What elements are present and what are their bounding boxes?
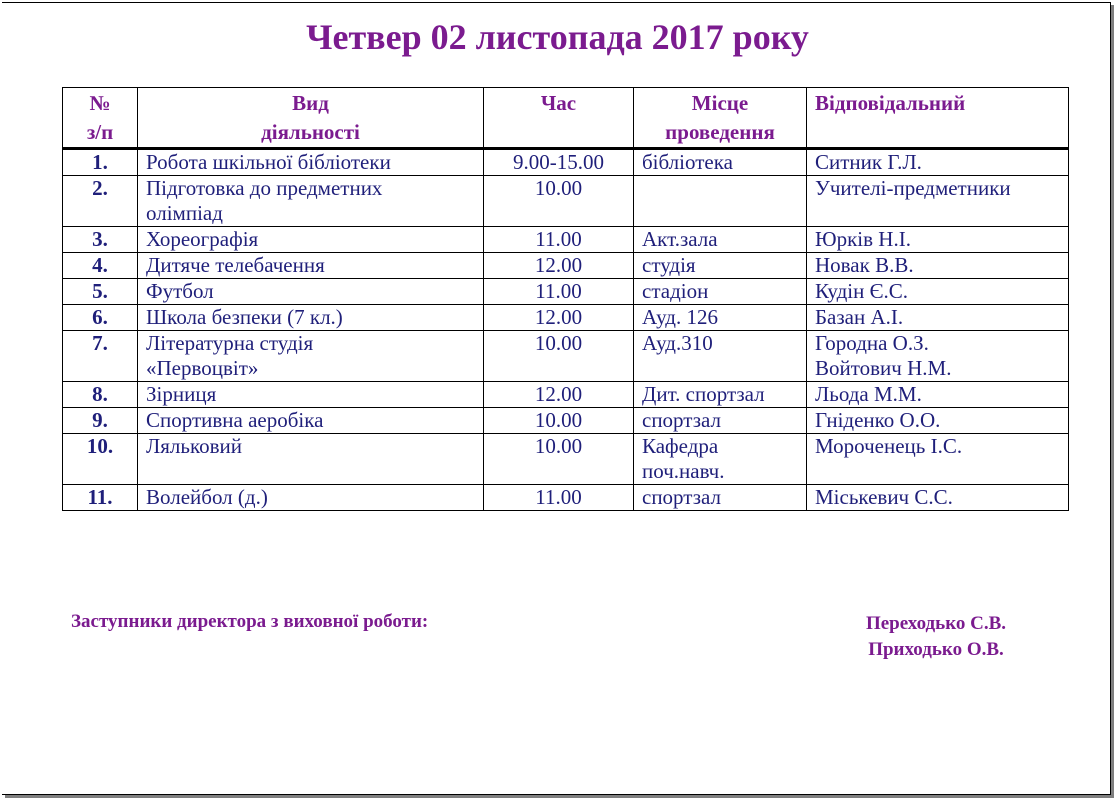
row-number: 9. — [63, 408, 138, 434]
table-row — [63, 408, 1069, 434]
row-time: 9.00-15.00 — [484, 149, 634, 176]
header-num-line: з/п — [86, 120, 114, 144]
row-place — [634, 382, 807, 408]
row-responsible — [807, 305, 1069, 331]
page-title: Четвер 02 листопада 2017 року — [306, 17, 809, 57]
header-num-line: № — [89, 91, 111, 115]
responsible-line: Ситник Г.Л. — [815, 150, 922, 174]
responsible-line: Льода М.М. — [815, 382, 922, 406]
responsible-line: Юрків Н.І. — [815, 227, 911, 251]
row-activity — [138, 305, 484, 331]
row-time: 12.00 — [484, 382, 634, 408]
row-place — [634, 408, 807, 434]
row-responsible — [807, 434, 1069, 485]
row-time: 10.00 — [484, 331, 634, 382]
row-number: 11. — [63, 485, 138, 511]
responsible-line: Кудін Є.С. — [815, 279, 908, 303]
activity-line: Спортивна аеробіка — [146, 408, 324, 432]
header-place-line: Місце — [691, 91, 749, 115]
table-row — [63, 382, 1069, 408]
header-place-line: проведення — [665, 120, 775, 144]
header-responsible-line: Відповідальний — [815, 91, 966, 115]
row-place — [634, 331, 807, 382]
responsible-line: Міськевич С.С. — [815, 485, 953, 509]
header-num — [63, 88, 138, 149]
header-time — [484, 88, 634, 149]
header-time-line: Час — [540, 91, 577, 115]
row-number: 5. — [63, 279, 138, 305]
row-number: 1. — [63, 149, 138, 176]
table-header-row — [63, 88, 1069, 149]
row-activity — [138, 408, 484, 434]
table-row — [63, 279, 1069, 305]
row-number: 8. — [63, 382, 138, 408]
row-time: 11.00 — [484, 227, 634, 253]
row-time: 10.00 — [484, 176, 634, 227]
activity-line: Підготовка до предметних — [146, 176, 383, 200]
activity-line: Зірниця — [146, 382, 217, 406]
header-activity — [138, 88, 484, 149]
activity-line: Літературна студія — [146, 331, 314, 355]
place-line: спортзал — [642, 408, 721, 432]
header-activity-line: Вид — [292, 91, 329, 115]
row-place — [634, 253, 807, 279]
responsible-line: Гніденко О.О. — [815, 408, 941, 432]
row-responsible — [807, 176, 1069, 227]
row-number: 10. — [63, 434, 138, 485]
schedule-table — [62, 87, 1069, 511]
table-row — [63, 434, 1069, 485]
responsible-line: Базан А.І. — [815, 305, 904, 329]
table-row — [63, 253, 1069, 279]
place-line: поч.навч. — [642, 459, 725, 483]
footer-label: Заступники директора з виховної роботи: — [71, 611, 429, 632]
table-row — [63, 176, 1069, 227]
row-activity — [138, 279, 484, 305]
place-line: Ауд.310 — [642, 331, 713, 355]
activity-line: «Первоцвіт» — [146, 356, 259, 380]
table-row — [63, 485, 1069, 511]
header-responsible — [807, 88, 1069, 149]
activity-line: олімпіад — [146, 201, 223, 225]
place-line: студія — [642, 253, 696, 277]
table-row — [63, 227, 1069, 253]
activity-line: Дитяче телебачення — [146, 253, 325, 277]
table-row — [63, 305, 1069, 331]
activity-line: Ляльковий — [146, 434, 242, 458]
place-line: спортзал — [642, 485, 721, 509]
row-place — [634, 434, 807, 485]
footer-signatories — [846, 611, 1026, 663]
row-responsible — [807, 408, 1069, 434]
row-number: 7. — [63, 331, 138, 382]
row-activity — [138, 227, 484, 253]
responsible-line: Войтович Н.М. — [815, 356, 952, 380]
row-activity — [138, 434, 484, 485]
row-place — [634, 279, 807, 305]
activity-line: Хореографія — [146, 227, 259, 251]
place-line: стадіон — [642, 279, 709, 303]
row-number: 4. — [63, 253, 138, 279]
row-activity — [138, 149, 484, 176]
row-number: 2. — [63, 176, 138, 227]
place-line: бібліотека — [642, 150, 733, 174]
row-activity — [138, 382, 484, 408]
activity-line: Робота шкільної бібліотеки — [146, 150, 391, 174]
table-row — [63, 331, 1069, 382]
row-number: 6. — [63, 305, 138, 331]
row-responsible — [807, 227, 1069, 253]
table-row — [63, 149, 1069, 176]
signatory-name: Приходько О.В. — [868, 639, 1004, 660]
header-activity-line: діяльності — [261, 120, 360, 144]
place-line: Ауд. 126 — [642, 305, 718, 329]
place-line: Акт.зала — [642, 227, 718, 251]
activity-line: Волейбол (д.) — [146, 485, 268, 509]
row-time: 11.00 — [484, 485, 634, 511]
row-responsible — [807, 331, 1069, 382]
row-responsible — [807, 279, 1069, 305]
responsible-line: Городна О.З. — [815, 331, 929, 355]
row-responsible — [807, 253, 1069, 279]
activity-line: Футбол — [146, 279, 214, 303]
responsible-line: Новак В.В. — [815, 253, 914, 277]
row-place — [634, 176, 807, 227]
header-place — [634, 88, 807, 149]
row-time: 12.00 — [484, 253, 634, 279]
row-place — [634, 305, 807, 331]
row-responsible — [807, 149, 1069, 176]
activity-line: Школа безпеки (7 кл.) — [146, 305, 343, 329]
row-place — [634, 149, 807, 176]
responsible-line: Мороченець І.С. — [815, 434, 963, 458]
row-activity — [138, 485, 484, 511]
signatory-name: Переходько С.В. — [865, 613, 1007, 634]
row-time: 11.00 — [484, 279, 634, 305]
row-activity — [138, 253, 484, 279]
place-line: Кафедра — [642, 434, 719, 458]
place-line: Дит. спортзал — [642, 382, 765, 406]
row-place — [634, 485, 807, 511]
row-time: 10.00 — [484, 408, 634, 434]
schedule-body — [63, 149, 1069, 511]
row-place — [634, 227, 807, 253]
row-responsible — [807, 485, 1069, 511]
row-time: 12.00 — [484, 305, 634, 331]
responsible-line: Учителі-предметники — [815, 176, 1011, 200]
row-number: 3. — [63, 227, 138, 253]
row-responsible — [807, 382, 1069, 408]
row-activity — [138, 331, 484, 382]
row-time: 10.00 — [484, 434, 634, 485]
row-activity — [138, 176, 484, 227]
